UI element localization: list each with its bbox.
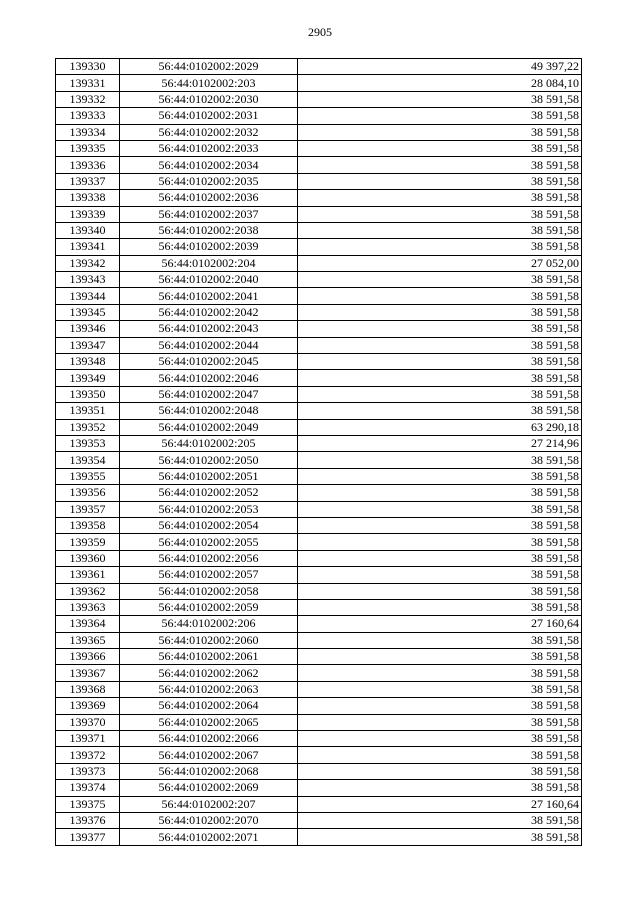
table-row <box>56 599 582 615</box>
cadastral-number-cell: 56:44:0102002:2034 <box>120 157 298 173</box>
cadastral-number-cell: 56:44:0102002:2048 <box>120 403 298 419</box>
table-row <box>56 304 582 320</box>
value-cell: 38 591,58 <box>298 206 582 222</box>
row-number-cell: 139374 <box>56 780 120 796</box>
value-cell: 38 591,58 <box>298 681 582 697</box>
cadastral-number-cell: 56:44:0102002:2043 <box>120 321 298 337</box>
cadastral-number-cell: 56:44:0102002:2047 <box>120 386 298 402</box>
cadastral-number-cell: 56:44:0102002:2050 <box>120 452 298 468</box>
value-cell: 38 591,58 <box>298 534 582 550</box>
row-number-cell: 139371 <box>56 731 120 747</box>
value-cell: 28 084,10 <box>298 75 582 91</box>
row-number-cell: 139352 <box>56 419 120 435</box>
row-number-cell: 139344 <box>56 288 120 304</box>
value-cell: 38 591,58 <box>298 354 582 370</box>
value-cell: 38 591,58 <box>298 649 582 665</box>
table-row <box>56 419 582 435</box>
table-row <box>56 714 582 730</box>
table-row <box>56 616 582 632</box>
value-cell: 38 591,58 <box>298 108 582 124</box>
table-row <box>56 222 582 238</box>
row-number-cell: 139353 <box>56 435 120 451</box>
cadastral-number-cell: 56:44:0102002:2070 <box>120 812 298 828</box>
table-row <box>56 288 582 304</box>
row-number-cell: 139366 <box>56 649 120 665</box>
cadastral-value-table <box>55 58 582 846</box>
table-row <box>56 337 582 353</box>
cadastral-number-cell: 56:44:0102002:2030 <box>120 91 298 107</box>
row-number-cell: 139346 <box>56 321 120 337</box>
value-cell: 38 591,58 <box>298 370 582 386</box>
value-cell: 38 591,58 <box>298 91 582 107</box>
value-cell: 38 591,58 <box>298 452 582 468</box>
row-number-cell: 139333 <box>56 108 120 124</box>
row-number-cell: 139330 <box>56 59 120 75</box>
value-cell: 38 591,58 <box>298 386 582 402</box>
cadastral-number-cell: 56:44:0102002:205 <box>120 435 298 451</box>
table-row <box>56 731 582 747</box>
value-cell: 38 591,58 <box>298 140 582 156</box>
cadastral-number-cell: 56:44:0102002:2045 <box>120 354 298 370</box>
table-row <box>56 272 582 288</box>
row-number-cell: 139339 <box>56 206 120 222</box>
value-cell: 38 591,58 <box>298 567 582 583</box>
cadastral-number-cell: 56:44:0102002:2066 <box>120 731 298 747</box>
row-number-cell: 139355 <box>56 468 120 484</box>
row-number-cell: 139341 <box>56 239 120 255</box>
cadastral-number-cell: 56:44:0102002:2060 <box>120 632 298 648</box>
value-cell: 27 160,64 <box>298 616 582 632</box>
table-row <box>56 649 582 665</box>
row-number-cell: 139363 <box>56 599 120 615</box>
cadastral-number-cell: 56:44:0102002:2036 <box>120 190 298 206</box>
value-cell: 38 591,58 <box>298 124 582 140</box>
value-cell: 38 591,58 <box>298 698 582 714</box>
table-row <box>56 567 582 583</box>
cadastral-number-cell: 56:44:0102002:2044 <box>120 337 298 353</box>
value-cell: 38 591,58 <box>298 714 582 730</box>
value-cell: 38 591,58 <box>298 550 582 566</box>
table-row <box>56 763 582 779</box>
table-row <box>56 173 582 189</box>
row-number-cell: 139376 <box>56 812 120 828</box>
table-row <box>56 386 582 402</box>
cadastral-number-cell: 56:44:0102002:2068 <box>120 763 298 779</box>
value-cell: 38 591,58 <box>298 190 582 206</box>
row-number-cell: 139334 <box>56 124 120 140</box>
cadastral-number-cell: 56:44:0102002:2049 <box>120 419 298 435</box>
cadastral-number-cell: 56:44:0102002:2032 <box>120 124 298 140</box>
table-row <box>56 698 582 714</box>
table-row <box>56 108 582 124</box>
row-number-cell: 139367 <box>56 665 120 681</box>
cadastral-number-cell: 56:44:0102002:2067 <box>120 747 298 763</box>
value-cell: 63 290,18 <box>298 419 582 435</box>
cadastral-number-cell: 56:44:0102002:2061 <box>120 649 298 665</box>
row-number-cell: 139335 <box>56 140 120 156</box>
row-number-cell: 139336 <box>56 157 120 173</box>
cadastral-number-cell: 56:44:0102002:203 <box>120 75 298 91</box>
value-cell: 38 591,58 <box>298 501 582 517</box>
row-number-cell: 139343 <box>56 272 120 288</box>
table-row <box>56 124 582 140</box>
table-row <box>56 321 582 337</box>
cadastral-number-cell: 56:44:0102002:2052 <box>120 485 298 501</box>
table-row <box>56 534 582 550</box>
row-number-cell: 139368 <box>56 681 120 697</box>
cadastral-number-cell: 56:44:0102002:2037 <box>120 206 298 222</box>
cadastral-number-cell: 56:44:0102002:2057 <box>120 567 298 583</box>
table-row <box>56 190 582 206</box>
table-row <box>56 501 582 517</box>
value-cell: 38 591,58 <box>298 403 582 419</box>
row-number-cell: 139338 <box>56 190 120 206</box>
cadastral-number-cell: 56:44:0102002:2065 <box>120 714 298 730</box>
value-cell: 38 591,58 <box>298 468 582 484</box>
value-cell: 38 591,58 <box>298 304 582 320</box>
value-cell: 27 214,96 <box>298 435 582 451</box>
cadastral-number-cell: 56:44:0102002:2038 <box>120 222 298 238</box>
cadastral-number-cell: 56:44:0102002:2031 <box>120 108 298 124</box>
table-row <box>56 517 582 533</box>
row-number-cell: 139359 <box>56 534 120 550</box>
cadastral-number-cell: 56:44:0102002:2029 <box>120 59 298 75</box>
table-row <box>56 435 582 451</box>
cadastral-number-cell: 56:44:0102002:2040 <box>120 272 298 288</box>
table-row <box>56 452 582 468</box>
value-cell: 38 591,58 <box>298 222 582 238</box>
table-row <box>56 354 582 370</box>
cadastral-number-cell: 56:44:0102002:204 <box>120 255 298 271</box>
table-row <box>56 140 582 156</box>
row-number-cell: 139345 <box>56 304 120 320</box>
table-row <box>56 206 582 222</box>
table-row <box>56 681 582 697</box>
value-cell: 27 052,00 <box>298 255 582 271</box>
row-number-cell: 139347 <box>56 337 120 353</box>
row-number-cell: 139337 <box>56 173 120 189</box>
cadastral-number-cell: 56:44:0102002:2063 <box>120 681 298 697</box>
value-cell: 38 591,58 <box>298 288 582 304</box>
row-number-cell: 139348 <box>56 354 120 370</box>
table-row <box>56 59 582 75</box>
row-number-cell: 139351 <box>56 403 120 419</box>
cadastral-number-cell: 56:44:0102002:206 <box>120 616 298 632</box>
row-number-cell: 139349 <box>56 370 120 386</box>
row-number-cell: 139358 <box>56 517 120 533</box>
row-number-cell: 139361 <box>56 567 120 583</box>
table-row <box>56 91 582 107</box>
row-number-cell: 139342 <box>56 255 120 271</box>
cadastral-number-cell: 56:44:0102002:2051 <box>120 468 298 484</box>
value-cell: 38 591,58 <box>298 485 582 501</box>
value-cell: 38 591,58 <box>298 239 582 255</box>
table-row <box>56 255 582 271</box>
value-cell: 27 160,64 <box>298 796 582 812</box>
cadastral-number-cell: 56:44:0102002:2035 <box>120 173 298 189</box>
cadastral-number-cell: 56:44:0102002:2062 <box>120 665 298 681</box>
row-number-cell: 139340 <box>56 222 120 238</box>
row-number-cell: 139375 <box>56 796 120 812</box>
cadastral-number-cell: 56:44:0102002:2046 <box>120 370 298 386</box>
value-cell: 38 591,58 <box>298 632 582 648</box>
row-number-cell: 139369 <box>56 698 120 714</box>
row-number-cell: 139332 <box>56 91 120 107</box>
value-cell: 38 591,58 <box>298 173 582 189</box>
row-number-cell: 139372 <box>56 747 120 763</box>
cadastral-number-cell: 56:44:0102002:2071 <box>120 829 298 845</box>
row-number-cell: 139377 <box>56 829 120 845</box>
value-cell: 38 591,58 <box>298 517 582 533</box>
value-cell: 38 591,58 <box>298 731 582 747</box>
table-row <box>56 747 582 763</box>
value-cell: 38 591,58 <box>298 665 582 681</box>
table-row <box>56 829 582 845</box>
cadastral-number-cell: 56:44:0102002:2056 <box>120 550 298 566</box>
table-row <box>56 665 582 681</box>
table-row <box>56 780 582 796</box>
cadastral-number-cell: 56:44:0102002:2059 <box>120 599 298 615</box>
value-cell: 38 591,58 <box>298 599 582 615</box>
value-cell: 38 591,58 <box>298 829 582 845</box>
row-number-cell: 139356 <box>56 485 120 501</box>
table-row <box>56 550 582 566</box>
table-row <box>56 239 582 255</box>
cadastral-number-cell: 56:44:0102002:2055 <box>120 534 298 550</box>
value-cell: 38 591,58 <box>298 337 582 353</box>
table-row <box>56 370 582 386</box>
cadastral-number-cell: 56:44:0102002:2042 <box>120 304 298 320</box>
cadastral-number-cell: 56:44:0102002:2064 <box>120 698 298 714</box>
table-row <box>56 632 582 648</box>
row-number-cell: 139350 <box>56 386 120 402</box>
row-number-cell: 139362 <box>56 583 120 599</box>
row-number-cell: 139354 <box>56 452 120 468</box>
table-row <box>56 812 582 828</box>
value-cell: 38 591,58 <box>298 763 582 779</box>
value-cell: 38 591,58 <box>298 812 582 828</box>
cadastral-number-cell: 56:44:0102002:207 <box>120 796 298 812</box>
value-cell: 38 591,58 <box>298 321 582 337</box>
row-number-cell: 139364 <box>56 616 120 632</box>
row-number-cell: 139365 <box>56 632 120 648</box>
row-number-cell: 139360 <box>56 550 120 566</box>
table-row <box>56 796 582 812</box>
table-row <box>56 583 582 599</box>
value-cell: 38 591,58 <box>298 157 582 173</box>
row-number-cell: 139370 <box>56 714 120 730</box>
table-body <box>56 59 582 846</box>
row-number-cell: 139331 <box>56 75 120 91</box>
value-cell: 38 591,58 <box>298 780 582 796</box>
table-row <box>56 485 582 501</box>
value-cell: 38 591,58 <box>298 583 582 599</box>
cadastral-number-cell: 56:44:0102002:2058 <box>120 583 298 599</box>
row-number-cell: 139357 <box>56 501 120 517</box>
table-row <box>56 403 582 419</box>
cadastral-number-cell: 56:44:0102002:2039 <box>120 239 298 255</box>
table-row <box>56 157 582 173</box>
table-row <box>56 75 582 91</box>
cadastral-number-cell: 56:44:0102002:2069 <box>120 780 298 796</box>
row-number-cell: 139373 <box>56 763 120 779</box>
cadastral-number-cell: 56:44:0102002:2054 <box>120 517 298 533</box>
cadastral-number-cell: 56:44:0102002:2041 <box>120 288 298 304</box>
cadastral-number-cell: 56:44:0102002:2033 <box>120 140 298 156</box>
cadastral-number-cell: 56:44:0102002:2053 <box>120 501 298 517</box>
page-number: 2905 <box>308 25 332 39</box>
value-cell: 38 591,58 <box>298 747 582 763</box>
table-row <box>56 468 582 484</box>
value-cell: 49 397,22 <box>298 59 582 75</box>
value-cell: 38 591,58 <box>298 272 582 288</box>
